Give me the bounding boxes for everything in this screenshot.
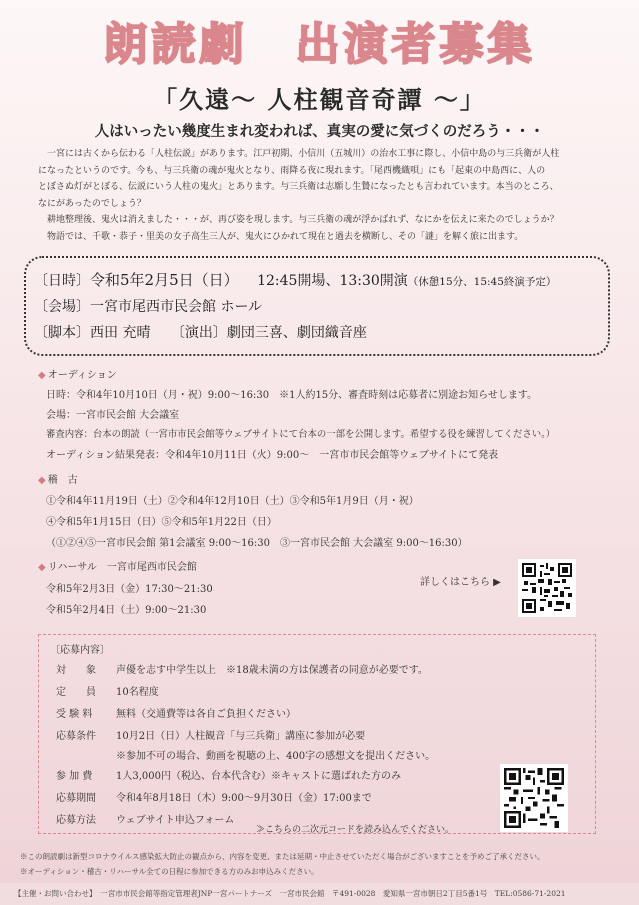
diamond-bullet-icon: ◆: [38, 562, 46, 573]
application-heading: 〔応募内容〕: [50, 645, 110, 656]
tagline: 人はいったい幾度生まれ変われば、真実の愛に気づくのだろう・・・: [94, 123, 545, 140]
application-row: 対 象 声優を志す中学生以上 ※18歳未満の方は保護者の同意が必要です。: [56, 665, 428, 676]
venue-value: 一宮市尾西市民会館 ホール: [90, 299, 263, 315]
application-row: 参 加 費 1人3,000円（税込、台本代含む）※キャストに選ばれた方のみ: [56, 771, 401, 782]
application-row: ※参加不可の場合、動画を視聴の上、400字の感想文を提出ください。: [116, 751, 436, 762]
intro-line: になったというのです。今も、与三兵衛の魂が鬼火となり、雨降る夜に現れます。「尾西機織唄」にも「起東の中島西に、人の: [38, 165, 546, 176]
qr-code-icon[interactable]: [500, 764, 568, 832]
footer: 【主催・お問い合わせ】 一宮市市民会館等指定管理者JNP一宮パートナーズ 一宮市民会館 〒491-0028 愛知県一宮市朝日2丁目5番1号 TEL:0586-71-2021: [0, 883, 639, 905]
event-credits-row: [34, 322, 367, 342]
event-date-row: [34, 269, 556, 290]
event-venue-row: [34, 296, 262, 316]
time-note: （休憩15分、15:45終演予定）: [407, 276, 557, 288]
application-row: 定 員 10名程度: [56, 687, 159, 698]
script-value: 西田 充晴: [90, 325, 151, 341]
final-rehearsal-line: 令和5年2月4日（土）9:00〜21:30: [46, 605, 207, 616]
rehearsal-heading: ◆ 稽 古: [38, 475, 78, 486]
details-link[interactable]: 詳しくはこちら ▶: [420, 577, 501, 588]
note-line: ※この朗読劇は新型コロナウイルス感染拡大防止の観点から、内容を変更、または延期・中止させていただく場合がございますことを予めご了承ください。: [20, 852, 545, 861]
qr-note: ≫こちらの二次元コードを読み込んでください。: [256, 825, 455, 835]
audition-line: 審査内容：台本の朗読（一宮市市民会館等ウェブサイトにて台本の一部を公開します。希望する役を練習してください。）: [46, 429, 556, 440]
intro-line: なにがあったのでしょう？: [38, 198, 146, 209]
intro-line: 一宮には古くから伝わる「人柱伝説」があります。江戸初期、小信川（五城川）の治水工事に際し、小信中島の与三兵衛が人柱: [47, 149, 560, 159]
application-row: 応募期間 令和4年8月18日（木）9:00〜9月30日（金）17:00まで: [56, 793, 372, 804]
diamond-bullet-icon: ◆: [38, 475, 46, 486]
time-value: 12:45開場、13:30開演: [257, 273, 408, 289]
intro-line: とぼさぬ灯がとぼる、伝説にいう人柱の鬼火」とあります。与三兵衛は志願し生贄になったとも言われています。本当のところ、: [38, 182, 559, 192]
rehearsal-line: ④令和5年1月15日（日）⑤令和5年1月22日（日）: [46, 517, 277, 528]
direction-label: 〔演出〕: [170, 325, 227, 341]
audition-line: 会場：一宮市民会館 大会議室: [46, 410, 180, 421]
rehearsal-line: （①②④⑤一宮市民会館 第1会議室 9:00〜16:30 ③一宮市民会館 大会議室 9:00〜16:30）: [46, 538, 468, 549]
diamond-bullet-icon: ◆: [38, 370, 46, 381]
audition-line: 日時：令和4年10月10日（月・祝）9:00〜16:30 ※1人約15分、審査時刻は応募者に別途お知らせします。: [46, 390, 538, 401]
play-subtitle: 「久遠〜 人柱観音奇譚 〜」: [153, 85, 486, 114]
page-title: 朗読劇 出演者募集: [103, 19, 536, 70]
note-line: ※オーディション・稽古・リハーサル全ての日程に参加できる方のみお申込みください。: [20, 867, 319, 876]
application-row: 受 験 料 無料（交通費等は各自ご負担ください）: [56, 709, 296, 720]
intro-paragraph: [38, 146, 618, 245]
application-row: 応募方法 ウェブサイト申込フォーム: [56, 815, 235, 826]
venue-label: 〔会場〕: [34, 299, 90, 315]
date-label: 〔日時〕: [34, 273, 90, 289]
intro-line: 耕地整理後、鬼火は消えました・・・が、再び姿を現します。与三兵衛の魂が浮かばれず、なにかを伝えに来たのでしょうか？: [47, 215, 559, 225]
application-row: 応募条件 10月2日（日）人柱観音「与三兵衛」講座に参加が必要: [56, 731, 366, 742]
rehearsal-line: ①令和4年11月19日（土）②令和4年12月10日（土）③令和5年1月9日（月・祝）: [46, 496, 419, 507]
final-rehearsal-line: 令和5年2月3日（金）17:30〜21:30: [46, 584, 213, 595]
final-rehearsal-heading: ◆ リハーサル 一宮市尾西市民会館: [38, 562, 197, 573]
audition-heading: ◆ オーディション: [38, 370, 117, 381]
intro-line: 物語では、千歌・恭子・里美の女子高生三人が、鬼火にひかれて現在と過去を横断し、その「謎」を解く旅に出ます。: [47, 231, 524, 242]
qr-code-icon[interactable]: [518, 559, 576, 617]
date-value: 令和5年2月5日（日）: [90, 271, 239, 289]
script-label: 〔脚本〕: [34, 325, 90, 341]
direction-value: 劇団三喜、劇団織音座: [226, 325, 367, 341]
audition-line: オーディション結果発表：令和4年10月11日（火）9:00〜 一宮市市民会館等ウェブサイトにて発表: [46, 450, 499, 461]
